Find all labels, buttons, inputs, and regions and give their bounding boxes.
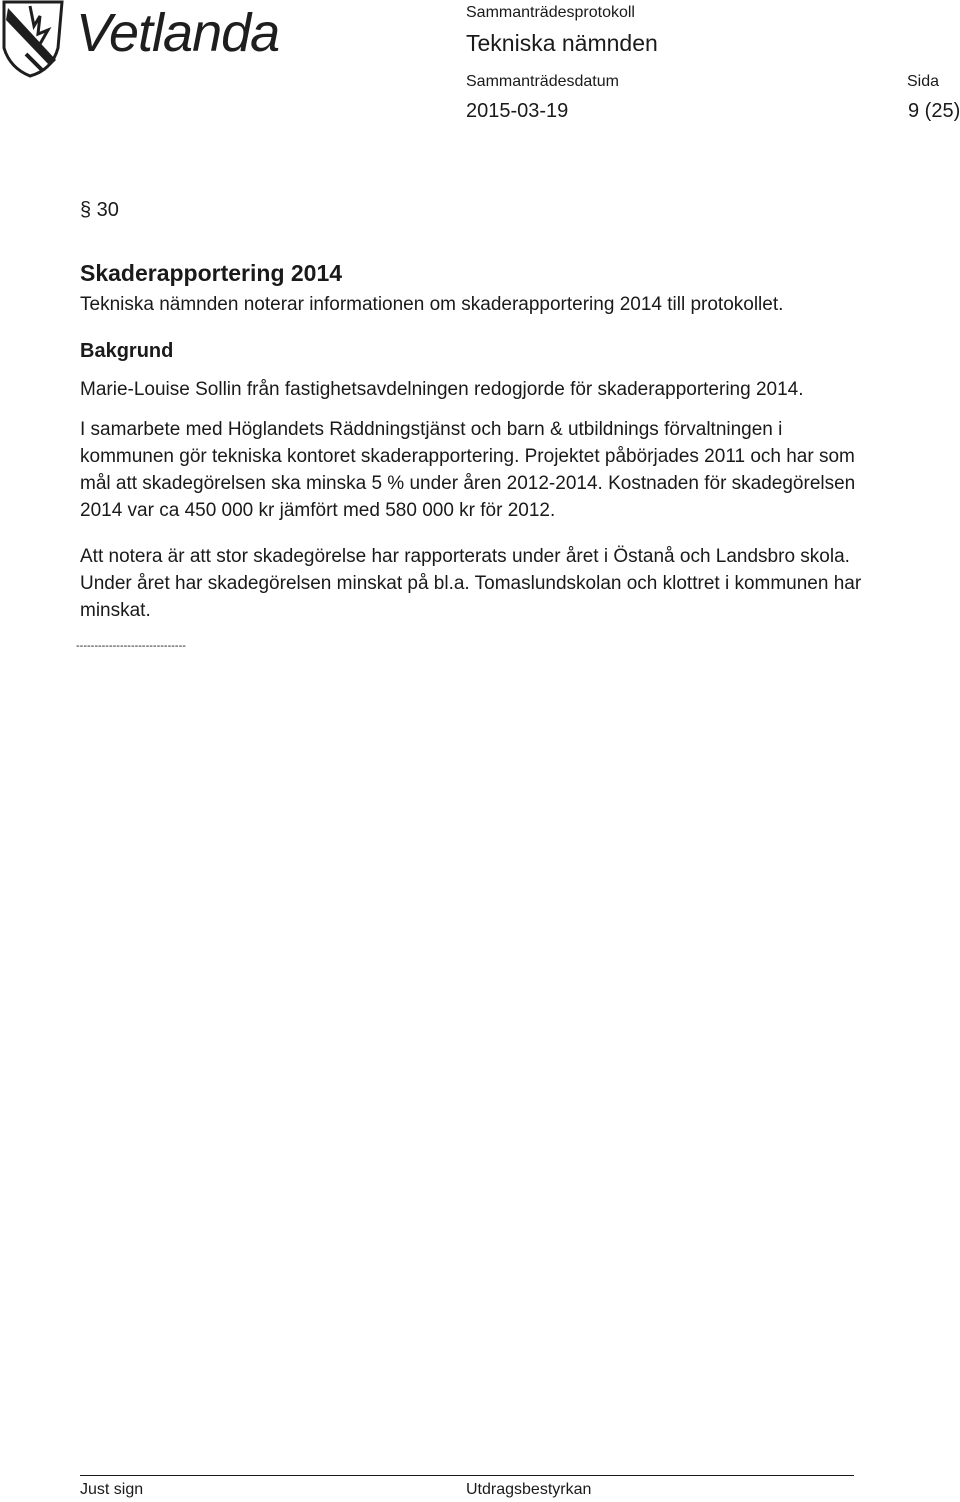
page-number: 9 (25) (908, 100, 960, 122)
meeting-date-label: Sammanträdesdatum (466, 73, 619, 90)
sign-label: Just sign (80, 1481, 144, 1498)
extract-certification-label: Utdragsbestyrkan (466, 1481, 592, 1498)
protocol-section (76, 196, 880, 653)
body-paragraph: Marie-Louise Sollin från fastighetsavdelningen redogjorde för skaderapportering 2014. (80, 379, 804, 400)
document-type: Sammanträdesprotokoll (466, 4, 635, 21)
municipal-crest-icon (0, 0, 72, 80)
page-label: Sida (907, 73, 940, 90)
committee-name: Tekniska nämnden (466, 30, 658, 56)
vetlanda-logo (0, 0, 290, 80)
background-heading: Bakgrund (80, 340, 174, 362)
body-paragraph: Att notera är att stor skadegörelse har rapporterats under året i Östanå och Landsbro skola. Under året har skadegörelsen minskat på bl.a. Tomaslundskolan och klottret i kommunen har minskat. (80, 546, 862, 621)
section-end-line: ------------------------------ (76, 640, 186, 652)
logo-wordmark: Vetlanda (76, 3, 280, 63)
section-number: § 30 (80, 199, 119, 221)
section-title: Skaderapportering 2014 (80, 260, 343, 286)
footer-divider (80, 1475, 854, 1476)
decision-text: Tekniska nämnden noterar informationen om skaderapportering 2014 till protokollet. (80, 294, 784, 315)
meeting-date: 2015-03-19 (466, 100, 569, 122)
body-paragraph: I samarbete med Höglandets Räddningstjänst och barn & utbildnings förvaltningen i kommunen gör tekniska kontoret skaderapportering. Projektet påbörjades 2011 och har som mål att skadegörelsen ska minska 5 % under åren 2012-2014. Kostnaden för skadegörelsen 2014 var ca 450 000 kr jämfört med 580 000 kr för 2012. (80, 419, 856, 521)
